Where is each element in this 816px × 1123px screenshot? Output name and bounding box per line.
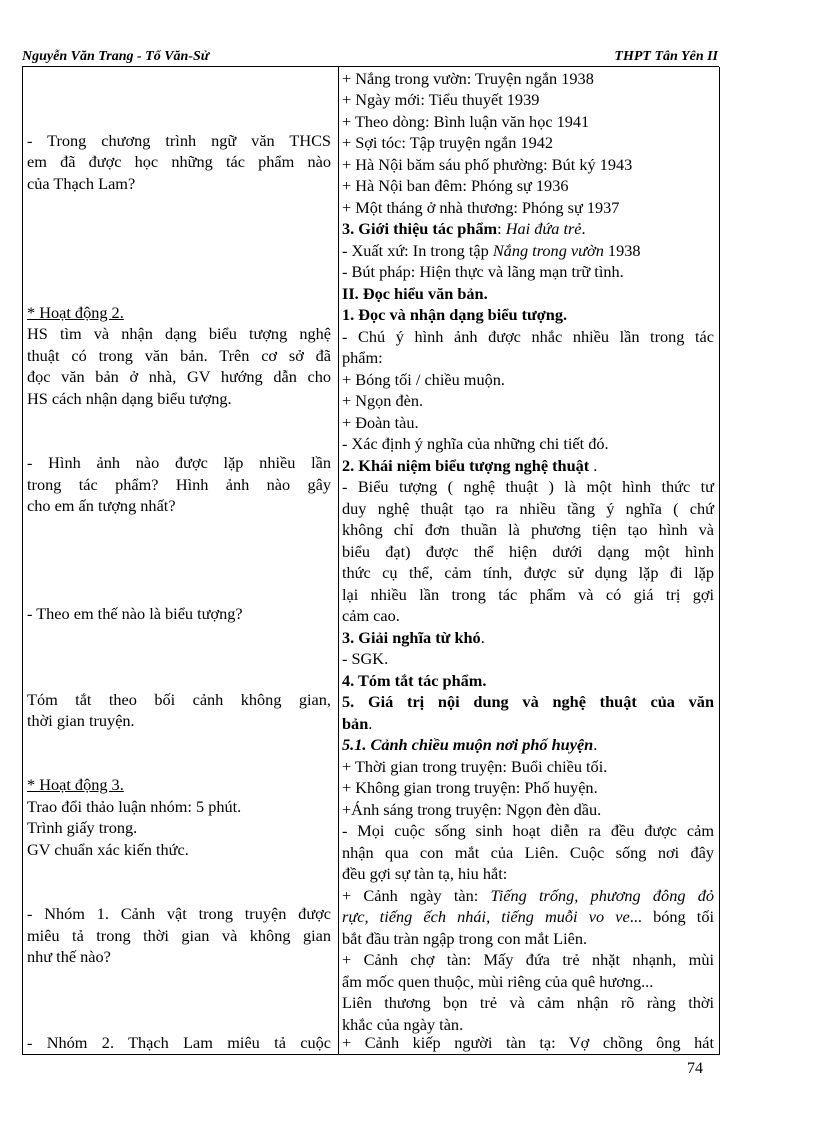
setting-list-item: +Ánh sáng trong truyện: Ngọn đèn dầu. <box>342 800 602 819</box>
lesson-table <box>22 67 720 1055</box>
left-line: thuật có trong văn bản. Trên cơ sở đã <box>27 346 331 365</box>
right-line: - Mọi cuộc sống sinh hoạt diễn ra đều được cảm <box>342 821 714 840</box>
right-line: Liên thương bọn trẻ và cảm nhận rõ ràng thời <box>342 993 714 1012</box>
left-line: em đã được học những tác phẩm nào <box>27 152 331 171</box>
right-line: + Cảnh ngày tàn: Tiếng trống, phương đông đỏ <box>342 886 714 905</box>
section-heading-4: 4. Tóm tắt tác phẩm. <box>342 671 487 690</box>
setting-list-item: + Không gian trong truyện: Phố huyện. <box>342 778 598 797</box>
header-school: THPT Tân Yên II <box>614 49 718 64</box>
section-heading-3: 3. Giới thiệu tác phẩm: Hai đứa trẻ. <box>342 219 586 238</box>
style-line: - Bút pháp: Hiện thực và lãng mạn trữ tình. <box>342 262 624 281</box>
definition-line: không chỉ đơn thuần là phương tiện tạo hình và <box>342 520 714 539</box>
setting-list-item: + Thời gian trong truyện: Buổi chiều tối. <box>342 757 608 776</box>
header-author: Nguyễn Văn Trang - Tổ Văn-Sử <box>22 49 210 64</box>
left-line: HS cách nhận dạng biểu tượng. <box>27 389 232 408</box>
section-heading-3b: 3. Giải nghĩa từ khó. <box>342 628 485 647</box>
right-line: phẩm: <box>342 348 383 367</box>
left-line: Trao đổi thảo luận nhóm: 5 phút. <box>27 797 242 816</box>
collection-title: Nắng trong vườn <box>492 241 604 260</box>
left-line: Trình giấy trong. <box>27 818 138 837</box>
section-heading-5: 5. Giá trị nội dung và nghệ thuật của văn <box>342 692 714 711</box>
right-line: rực, tiếng ếch nhái, tiếng muỗi vo ve... bóng tối <box>342 907 714 926</box>
definition-line: - Biểu tượng ( nghệ thuật ) là một hình thức tư <box>342 477 714 496</box>
left-line: - Trong chương trình ngữ văn THCS <box>27 131 331 150</box>
work-list-item: + Theo dòng: Bình luận văn học 1941 <box>342 112 590 131</box>
question-line: cho em ấn tượng nhất? <box>27 496 176 515</box>
left-line: thời gian truyện. <box>27 711 135 730</box>
right-line: khắc của ngày tàn. <box>342 1015 464 1034</box>
right-line: + Cảnh chợ tàn: Mấy đứa trẻ nhặt nhạnh, mùi <box>342 950 714 969</box>
work-list-item: + Nắng trong vườn: Truyện ngắn 1938 <box>342 69 594 88</box>
section-title: 3. Giới thiệu tác phẩm <box>342 219 498 238</box>
section-heading-1: 1. Đọc và nhận dạng biểu tượng. <box>342 305 568 324</box>
question-line: - Hình ảnh nào được lặp nhiều lần <box>27 453 331 472</box>
definition-line: cảm cao. <box>342 606 400 625</box>
image-list-item: + Bóng tối / chiều muộn. <box>342 370 505 389</box>
work-list-item: + Sợi tóc: Tập truyện ngắn 1942 <box>342 133 554 152</box>
right-line: - Xác định ý nghĩa của những chi tiết đó. <box>342 434 609 453</box>
right-line: - Chú ý hình ảnh được nhắc nhiều lần trong tác <box>342 327 714 346</box>
right-line: nhận qua con mắt của Liên. Cuộc sống nơi đây <box>342 843 714 862</box>
subsection-heading: 5.1. Cảnh chiều muộn nơi phố huyện. <box>342 735 598 754</box>
definition-line: duy nghệ thuật tạo ra nhiều tầng ý nghĩa ( chứ <box>342 499 714 518</box>
section-heading-2: 2. Khái niệm biểu tượng nghệ thuật . <box>342 456 598 475</box>
right-line: đều gợi sự tàn tạ, hiu hắt: <box>342 864 508 883</box>
part-heading: II. Đọc hiểu văn bản. <box>342 284 488 303</box>
column-divider <box>338 67 339 1054</box>
question-line: miêu tả trong thời gian và không gian <box>27 926 331 945</box>
question-line: - Theo em thế nào là biểu tượng? <box>27 604 243 623</box>
work-list-item: + Hà Nội băm sáu phố phường: Bút ký 1943 <box>342 155 633 174</box>
left-line: GV chuẩn xác kiến thức. <box>27 840 189 859</box>
question-line: - Nhóm 1. Cảnh vật trong truyện được <box>27 904 331 923</box>
activity-heading: * Hoạt động 2. <box>27 303 124 322</box>
work-title: Hai đứa trẻ <box>505 219 582 238</box>
right-line: + Cảnh kiếp người tàn tạ: Vợ chồng ông hát <box>342 1033 714 1052</box>
work-list-item: + Hà Nội ban đêm: Phóng sự 1936 <box>342 176 569 195</box>
left-line: đọc văn bản ở nhà, GV hướng dẫn cho <box>27 367 331 386</box>
left-line: HS tìm và nhận dạng biểu tượng nghệ <box>27 324 331 343</box>
activity-heading: * Hoạt động 3. <box>27 775 124 794</box>
right-line: - SGK. <box>342 649 389 668</box>
definition-line: biểu đạt) được thể hiện dưới dạng một hình <box>342 542 714 561</box>
question-line: như thế nào? <box>27 947 111 966</box>
right-line: ẩm mốc quen thuộc, mùi riêng của quê hương... <box>342 972 654 991</box>
image-list-item: + Ngọn đèn. <box>342 391 424 410</box>
right-line: bắt đầu tràn ngập trong con mắt Liên. <box>342 929 588 948</box>
work-list-item: + Ngày mới: Tiểu thuyết 1939 <box>342 90 540 109</box>
image-list-item: + Đoàn tàu. <box>342 413 419 432</box>
page-header <box>22 49 718 67</box>
question-line: trong tác phẩm? Hình ảnh nào gây <box>27 475 331 494</box>
definition-line: lại nhiều lần trong tác phẩm và có giá trị gợi <box>342 585 714 604</box>
origin-line: - Xuất xứ: In trong tập Nắng trong vườn 1938 <box>342 241 641 260</box>
left-line: của Thạch Lam? <box>27 174 136 193</box>
definition-line: thức cụ thể, cảm tính, được sử dụng lặp đi lặp <box>342 563 714 582</box>
section-heading-5-cont: bản. <box>342 714 373 733</box>
left-line: Tóm tắt theo bối cảnh không gian, <box>27 690 331 709</box>
work-list-item: + Một tháng ở nhà thương: Phóng sự 1937 <box>342 198 620 217</box>
question-line: - Nhóm 2. Thạch Lam miêu tả cuộc <box>27 1033 331 1052</box>
page-number: 74 <box>687 1060 703 1077</box>
